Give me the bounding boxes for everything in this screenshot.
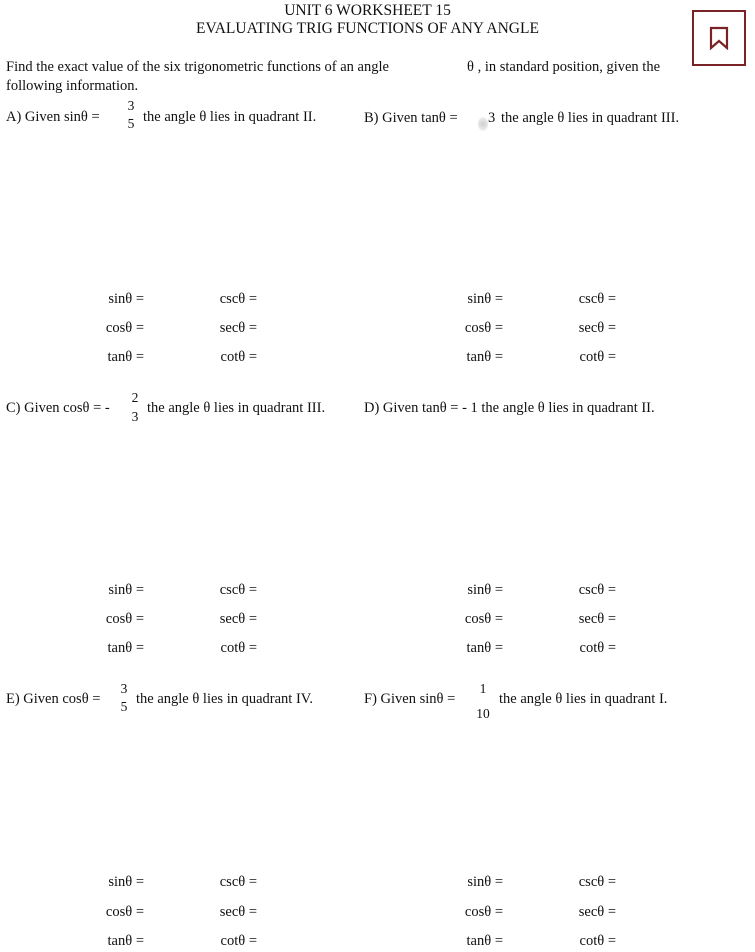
answer-c-csc: cscθ = — [219, 582, 257, 598]
problem-b-suffix: the angle θ lies in quadrant III. — [501, 110, 680, 126]
answer-e-cos: cosθ = — [105, 904, 144, 920]
answer-e-sec: secθ = — [219, 904, 257, 920]
problem-c-numerator: 2 — [131, 390, 139, 405]
problem-b-prefix: B) Given tanθ = — [364, 110, 458, 126]
answer-a-sin: sinθ = — [108, 291, 144, 307]
answer-b-cos: cosθ = — [464, 320, 503, 336]
answer-a-sec: secθ = — [219, 320, 257, 336]
problem-a-numerator: 3 — [127, 98, 135, 113]
answer-c-cot: cotθ = — [220, 640, 257, 656]
answer-a-cos: cosθ = — [105, 320, 144, 336]
answer-d-tan: tanθ = — [466, 640, 503, 656]
answer-a-cot: cotθ = — [220, 349, 257, 365]
answer-b-sec: secθ = — [578, 320, 616, 336]
answer-b-cot: cotθ = — [579, 349, 616, 365]
answer-a-tan: tanθ = — [107, 349, 144, 365]
answer-f-sec: secθ = — [578, 904, 616, 920]
instructions-line2: following information. — [6, 78, 139, 94]
answer-e-csc: cscθ = — [219, 874, 257, 890]
answer-e-tan: tanθ = — [107, 933, 144, 949]
worksheet-title: UNIT 6 WORKSHEET 15 — [284, 2, 451, 19]
bookmark-button[interactable] — [692, 10, 746, 66]
answer-d-sin: sinθ = — [467, 582, 503, 598]
problem-e-numerator: 3 — [120, 681, 128, 696]
answer-d-csc: cscθ = — [578, 582, 616, 598]
problem-b-value: 3 — [488, 110, 496, 126]
problem-e-prefix: E) Given cosθ = — [6, 691, 101, 707]
bookmark-icon — [709, 26, 729, 50]
answer-d-cos: cosθ = — [464, 611, 503, 627]
answer-c-cos: cosθ = — [105, 611, 144, 627]
answer-b-sin: sinθ = — [467, 291, 503, 307]
instructions-line1-theta: θ , in standard position, given the — [467, 59, 661, 75]
answer-f-tan: tanθ = — [466, 933, 503, 949]
problem-a-denominator: 5 — [127, 116, 135, 131]
answer-f-cos: cosθ = — [464, 904, 503, 920]
problem-e-suffix: the angle θ lies in quadrant IV. — [136, 691, 314, 707]
answer-d-sec: secθ = — [578, 611, 616, 627]
answer-f-sin: sinθ = — [467, 874, 503, 890]
problem-a-prefix: A) Given sinθ = — [6, 109, 100, 125]
answer-c-sin: sinθ = — [108, 582, 144, 598]
answer-c-sec: secθ = — [219, 611, 257, 627]
answer-b-csc: cscθ = — [578, 291, 616, 307]
worksheet-subtitle: EVALUATING TRIG FUNCTIONS OF ANY ANGLE — [196, 20, 539, 37]
problem-e-denominator: 5 — [120, 699, 128, 714]
answer-f-csc: cscθ = — [578, 874, 616, 890]
problem-d-text: D) Given tanθ = - 1 the angle θ lies in quadrant II. — [364, 400, 655, 416]
problem-c-prefix: C) Given cosθ = - — [6, 400, 110, 416]
answer-b-tan: tanθ = — [466, 349, 503, 365]
answer-f-cot: cotθ = — [579, 933, 616, 949]
smudge-mark — [478, 117, 488, 131]
problem-f-prefix: F) Given sinθ = — [364, 691, 456, 707]
problem-f-suffix: the angle θ lies in quadrant I. — [499, 691, 668, 707]
answer-d-cot: cotθ = — [579, 640, 616, 656]
problem-c-denominator: 3 — [131, 409, 139, 424]
answer-e-cot: cotθ = — [220, 933, 257, 949]
problem-f-denominator: 10 — [476, 706, 490, 721]
answer-a-csc: cscθ = — [219, 291, 257, 307]
problem-c-suffix: the angle θ lies in quadrant III. — [147, 400, 326, 416]
answer-c-tan: tanθ = — [107, 640, 144, 656]
answer-e-sin: sinθ = — [108, 874, 144, 890]
instructions-line1: Find the exact value of the six trigonometric functions of an angle — [6, 59, 389, 75]
problem-f-numerator: 1 — [479, 681, 487, 696]
problem-a-suffix: the angle θ lies in quadrant II. — [143, 109, 317, 125]
